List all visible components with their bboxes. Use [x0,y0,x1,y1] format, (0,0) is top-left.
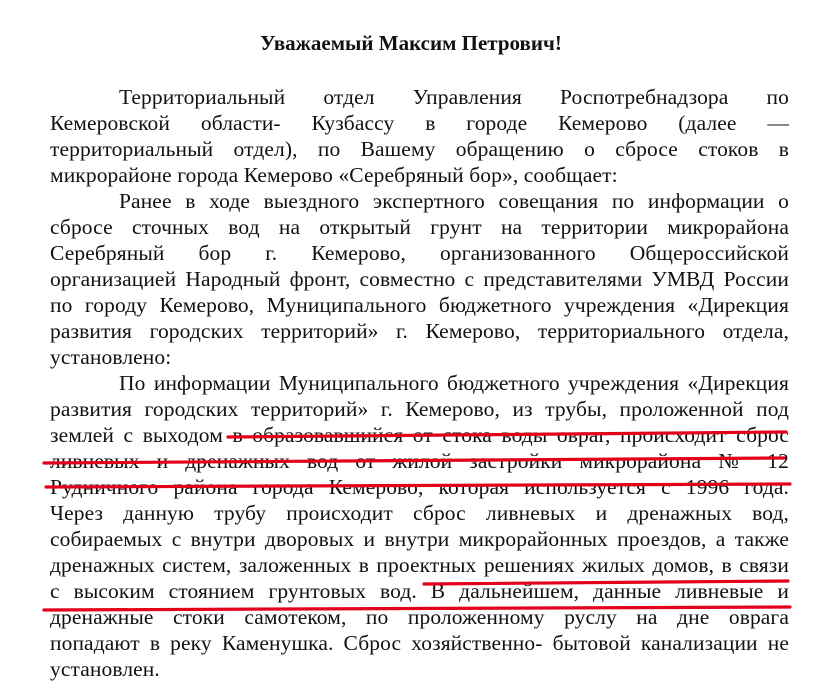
paragraph-line: По информации Муниципального бюджетного учреждения «Дирекция [119,371,789,395]
paragraph-line: попадают в реку Каменушка. Сброс хозяйственно- бытовой канализации не [50,631,789,655]
paragraph-line: Серебряный бор г. Кемерово, организованного Общероссийской [50,241,789,265]
paragraph-line: собираемых с внутри дворовых и внутри микрорайонных проездов, а также [50,527,789,551]
paragraph-line: по городу Кемерово, Муниципального бюджетного учреждения «Дирекция [50,293,789,317]
paragraph-line: Рудничного района города Кемерово, которая используется с 1996 года. [50,475,789,499]
paragraph-line: территориальный отдел), по Вашему обращению о сбросе стоков в [50,137,789,161]
paragraph-line: сбросе сточных вод на открытый грунт на территории микрорайона [50,215,789,239]
paragraph-line: развития городских территорий» г. Кемерово, из трубы, проложенной под [50,397,789,421]
paragraph-line: развития городских территорий» г. Кемерово, территориального отдела, [50,319,789,343]
paragraph-line: ливневых и дренажных вод от жилой застройки микрорайона № 12 [50,449,789,473]
paragraph-line: установлено: [50,345,172,369]
paragraph-line: Через данную трубу происходит сброс ливневых и дренажных вод, [50,501,789,525]
paragraph-line: Кемеровской области- Кузбассу в городе Кемерово (далее — [50,111,789,135]
salutation: Уважаемый Максим Петрович! [260,31,562,55]
paragraph-line: землей с выходом в образовавшийся от стока воды овраг, происходит сброс [50,423,789,447]
paragraph-line: организацией Народный фронт, совместно с представителями УМВД России [50,267,789,291]
paragraph-line: микрорайоне города Кемерово «Серебряный бор», сообщает: [50,163,618,187]
paragraph-line: дренажных систем, заложенных в проектных решениях жилых домов, в связи [50,553,789,577]
paragraph-line: с высоким стоянием грунтовых вод. В дальнейшем, данные ливневые и [50,579,789,603]
paragraph-line: установлен. [50,657,160,681]
paragraph-line: Территориальный отдел Управления Роспотребнадзора по [119,85,789,109]
paragraph-line: Ранее в ходе выездного экспертного совещания по информации о [119,189,789,213]
paragraph-line: дренажные стоки самотеком, по проложенному руслу на дне оврага [50,605,789,629]
